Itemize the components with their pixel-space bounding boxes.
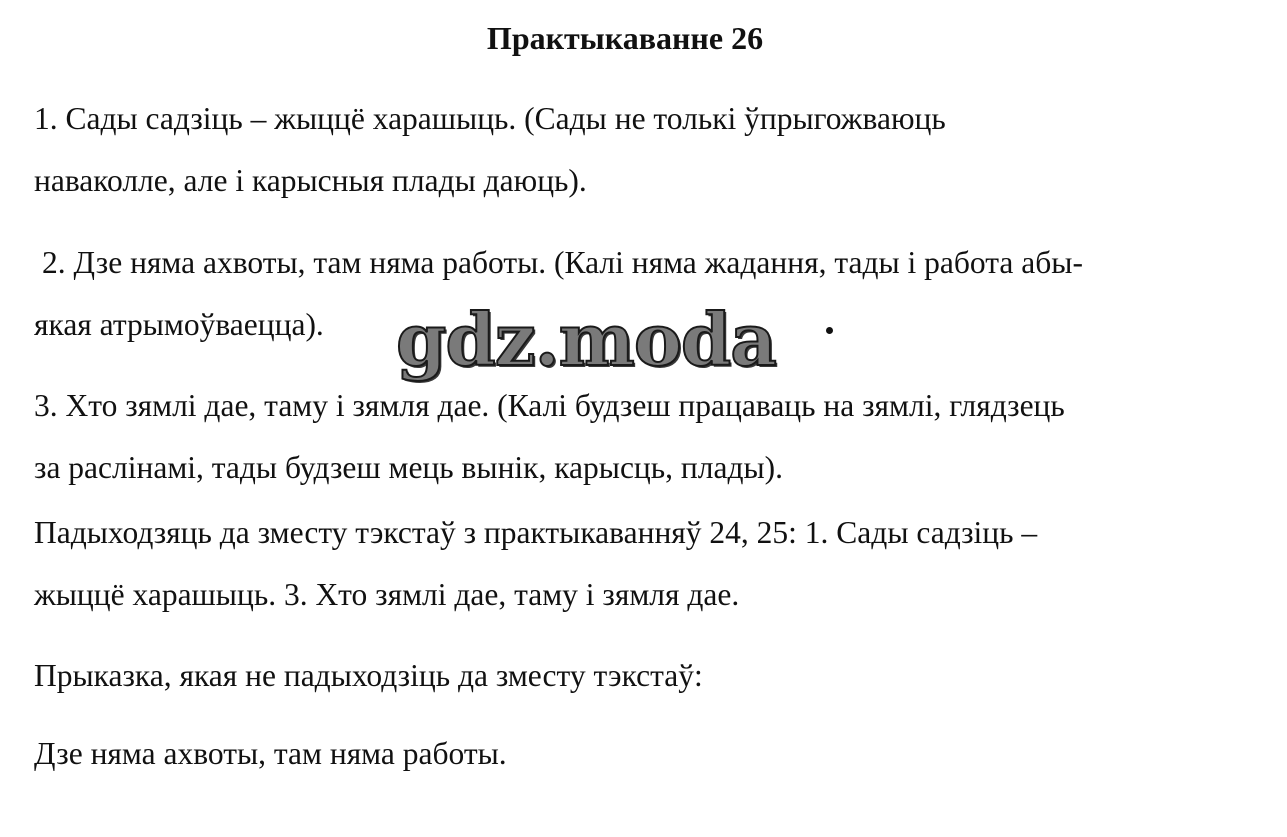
paragraph-2-line-1: 2. Дзе няма ахвоты, там няма работы. (Калі няма жадання, тады і работа абы- [42, 245, 1083, 280]
conclusion-line-1: Падыходзяць да зместу тэкстаў з практыкаванняў 24, 25: 1. Сады садзіць – [34, 515, 1038, 550]
watermark-logo: gdz.moda [396, 297, 776, 382]
paragraph-1-line-2: наваколле, але і карысныя плады даюць). [34, 163, 587, 198]
paragraph-3-line-2: за раслінамі, тады будзеш мець вынік, карысць, плады). [34, 450, 784, 485]
paragraph-2-line-2: якая атрымоўваецца). [34, 307, 324, 342]
page-title: Практыкаванне 26 [486, 20, 764, 56]
paragraph-3-line-1: 3. Хто зямлі дае, таму і зямля дае. (Калі будзеш працаваць на зямлі, глядзець [34, 388, 1065, 423]
answer-text: Дзе няма ахвоты, там няма работы. [34, 736, 507, 771]
conclusion-line-2: жыццё харашыць. 3. Хто зямлі дае, таму і зямля дае. [34, 577, 740, 612]
question-text: Прыказка, якая не падыходзіць да зместу тэкстаў: [34, 658, 703, 693]
paragraph-1-line-1: 1. Сады садзіць – жыццё харашыць. (Сады не толькі ўпрыгожваюць [34, 101, 946, 136]
stray-dot [826, 327, 833, 334]
